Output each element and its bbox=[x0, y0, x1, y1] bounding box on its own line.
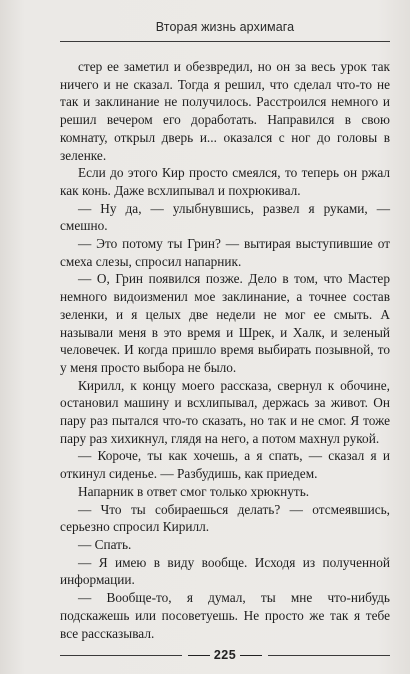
running-header: Вторая жизнь архимага bbox=[155, 20, 295, 34]
paragraph: Кирилл, к концу моего рассказа, свернул к обочине, остановил машину и всхлипывал, держась за живот. Он пару раз пытался что-то сказать, но так и не смог. Я тоже пару раз хихикнул, глядя на него, а потом махнул рукой. bbox=[60, 377, 390, 446]
footer-rule-right bbox=[268, 655, 390, 656]
paragraph: — Что ты собираешься делать? — отсмеявшись, серьезно спросил Кирилл. bbox=[60, 501, 390, 535]
dash-left bbox=[188, 655, 210, 656]
paragraph: — Короче, ты как хочешь, а я спать, — сказал я и откинул сиденье. — Разбудишь, как приедем. bbox=[60, 448, 390, 482]
page-number-text: 225 bbox=[213, 648, 237, 662]
paragraph: Напарник в ответ смог только хрюкнуть. bbox=[78, 483, 310, 499]
paragraph: — О, Грин появился позже. Дело в том, что Мастер немного видоизменил мое заклинание, а точнее состав зеленки, и я целых две недели не мог ее смыть. А называли меня в это время и Шрек, и Халк, и зеленый человечек. И когда пришло время выбирать позывной, то у меня просто выбора не было. bbox=[60, 271, 390, 375]
paragraph: стер ее заметил и обезвредил, но он за весь урок так ничего и не сказал. Тогда я решил, что сделал что-то не так и заклинание не получилось. Расстроился немного и решил вечером его доработать. Направился в свою комнату, открыл дверь и... оказался с ног до головы в зеленке. bbox=[60, 59, 390, 163]
paragraph: — Я имею в виду вообще. Исходя из полученной информации. bbox=[60, 554, 390, 588]
page-body bbox=[60, 58, 390, 642]
dash-right bbox=[240, 655, 262, 656]
footer-rule-left bbox=[60, 655, 182, 656]
paragraph: — Вообще-то, я думал, ты мне что-нибудь подскажешь или посоветуешь. Не просто же так я тебе все рассказывал. bbox=[60, 590, 390, 641]
page-number bbox=[182, 648, 268, 662]
paragraph: — Ну да, — улыбнувшись, развел я руками, — смешно. bbox=[60, 200, 390, 234]
paragraph: Если до этого Кир просто смеялся, то теперь он ржал как конь. Даже всхлипывал и похрюкивал. bbox=[60, 165, 390, 198]
page-footer bbox=[60, 648, 390, 662]
paragraph: — Это потому ты Грин? — вытирая выступившие от смеха слезы, спросил напарник. bbox=[60, 236, 390, 269]
paragraph: — Спать. bbox=[78, 536, 132, 552]
header-rule bbox=[60, 41, 390, 42]
